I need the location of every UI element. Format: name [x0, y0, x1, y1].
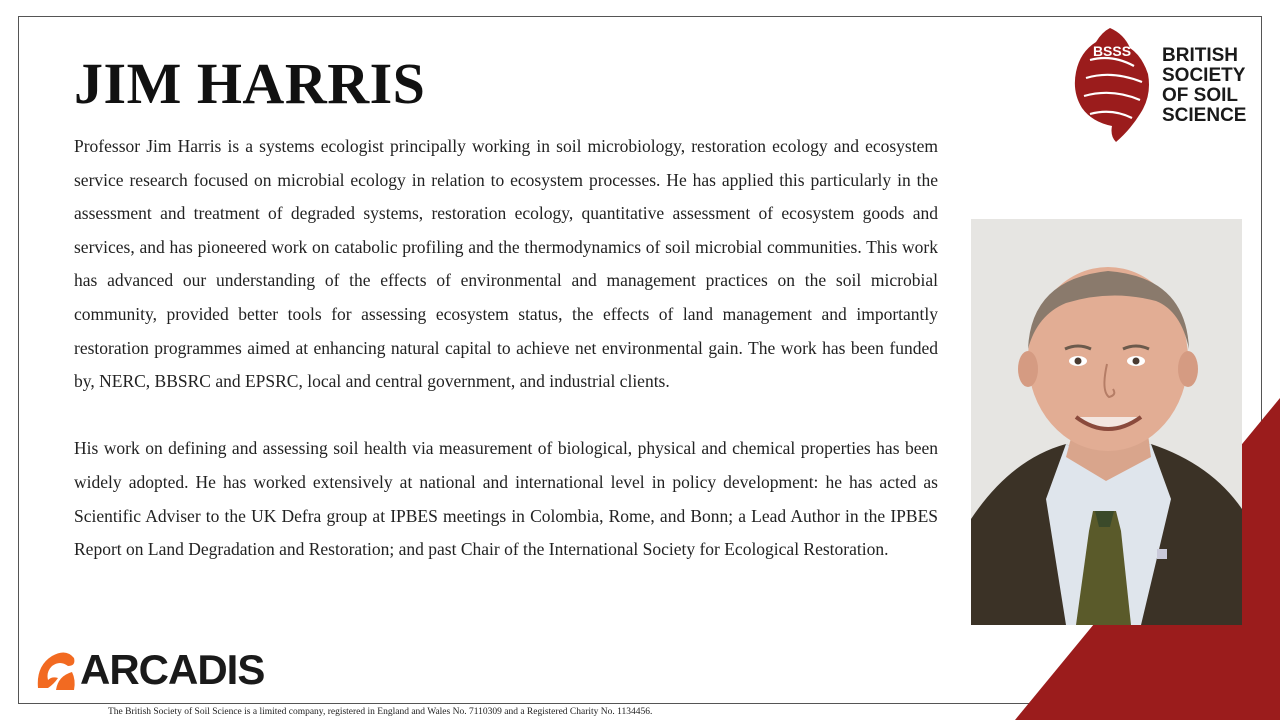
bio-paragraph-1: Professor Jim Harris is a systems ecologist principally working in soil microbiology, restoration ecology and ecosystem service research focused on microbial ecology in relation to ecosystem processes. He has applied this particularly in the assessment and treatment of degraded systems, restoration ecology, quantitative assessment of ecosystem goods and services, and has pioneered work on catabolic profiling and the thermodynamics of soil microbial communities. This work has advanced our understanding of the effects of environmental and management practices on the soil microbial community, provided better tools for assessing ecosystem status, the effects of land management and importantly restoration programmes aimed at enhancing natural capital to achieve net environmental gain. The work has been funded by, NERC, BBSRC and EPSRC, local and central government, and industrial clients.	[74, 136, 938, 392]
bsss-emblem-icon	[1072, 26, 1152, 144]
bsss-line-2: SOCIETY	[1162, 65, 1246, 86]
bio-paragraph-2: His work on defining and assessing soil health via measurement of biological, physical and chemical properties has been widely adopted. He has worked extensively at national and international level in policy development: he has acted as Scientific Adviser to the UK Defra group at IPBES meetings in Colombia, Rome, and Bonn; a Lead Author in the IPBES Report on Land Degradation and Restoration; and past Chair of the International Society for Ecological Restoration.	[74, 438, 938, 560]
arcadis-wordmark: ARCADIS	[80, 646, 265, 693]
arcadis-mark-icon	[36, 650, 76, 690]
portrait-illustration	[971, 219, 1242, 625]
bsss-emblem-letters: BSSS	[1092, 43, 1132, 59]
arcadis-logo	[36, 648, 276, 692]
speaker-name: JIM HARRIS	[74, 51, 426, 116]
footer-legal-text: The British Society of Soil Science is a limited company, registered in England and Wales No. 7110309 and a Registered Charity No. 1134456.	[108, 707, 653, 717]
bsss-wordmark	[1162, 46, 1262, 126]
bsss-line-1: BRITISH	[1162, 45, 1238, 66]
speaker-bio	[74, 130, 938, 567]
bsss-line-4: SCIENCE	[1162, 105, 1247, 126]
bsss-line-3: OF SOIL	[1162, 85, 1238, 106]
speaker-photo	[971, 219, 1242, 625]
bsss-logo	[1072, 26, 1262, 146]
